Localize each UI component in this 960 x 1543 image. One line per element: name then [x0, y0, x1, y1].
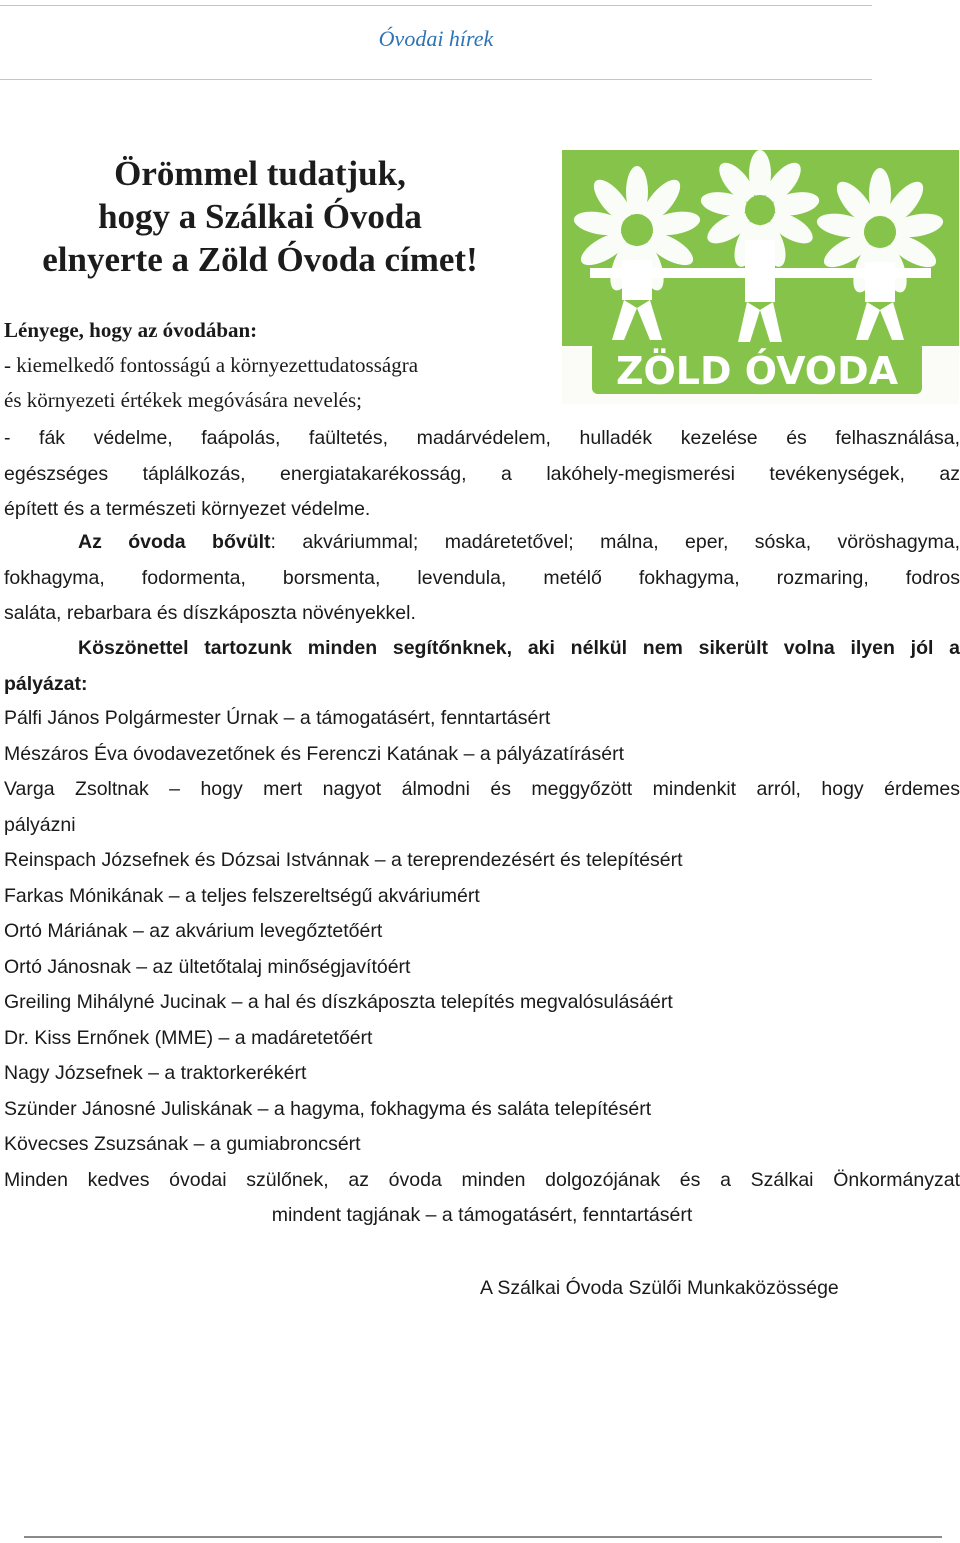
thanks-item: Ortó Jánosnak – az ültetőtalaj minőségjavítóért — [4, 955, 411, 978]
thanks-item: Reinspach Józsefnek és Dózsai Istvánnak – a tereprendezésért és telepítésért — [4, 849, 683, 871]
thanks-item: Kövecses Zsuzsának – a gumiabroncsért — [4, 1133, 361, 1155]
title-line-2: hogy a Szálkai Óvoda — [98, 197, 422, 236]
intro-paragraph — [4, 421, 960, 528]
title-line-3: elnyerte a Zöld Óvoda címet! — [42, 240, 478, 279]
thanks-item: Minden kedves óvodai szülőnek, az óvoda minden dolgozójának és a Szálkai Önkormányzat — [4, 1168, 960, 1191]
thanks-item: Mészáros Éva óvodavezetőnek és Ferenczi Katának – a pályázatírásért — [4, 742, 624, 765]
expansion-line-1 — [4, 525, 960, 561]
announcement-title — [16, 152, 504, 281]
thanks-item: Farkas Mónikának – a teljes felszereltségű akváriumért — [4, 884, 480, 907]
thanks-item: pályázni — [4, 813, 76, 836]
expansion-line-3: saláta, rebarbara és díszkáposzta növényekkel. — [4, 602, 416, 624]
thanks-intro-line-2: pályázat: — [4, 672, 88, 695]
thanks-item: Nagy Józsefnek – a traktorkerékért — [4, 1062, 307, 1084]
thanks-item: Varga Zsoltnak – hogy mert nagyot álmodni és meggyőzött mindenkit arról, hogy érdemes — [4, 778, 960, 800]
intro-line-5: épített és a természeti környezet védelme. — [4, 498, 371, 520]
bottom-rule — [24, 1536, 942, 1538]
header-rule — [0, 79, 872, 80]
intro-line-3: - fák védelme, faápolás, faültetés, madárvédelem, hulladék kezelése és felhasználása, — [4, 427, 960, 449]
intro-heading: Lényege, hogy az óvodában: — [4, 318, 258, 342]
green-kindergarten-logo-icon — [562, 150, 959, 404]
thanks-item: Pálfi János Polgármester Úrnak – a támogatásért, fenntartásért — [4, 707, 551, 729]
intro-line-1: - kiemelkedő fontosságú a környezettudatosságra — [4, 353, 419, 377]
thanks-item: mindent tagjának – a támogatásért, fenntartásért — [271, 1204, 693, 1226]
thanks-item: Greiling Mihályné Jucinak – a hal és díszkáposzta telepítés megvalósulásáért — [4, 991, 673, 1013]
page-header: Óvodai hírek — [378, 26, 494, 51]
intro-line-4: egészséges táplálkozás, energiatakarékosság, a lakóhely-megismerési tevékenységek, az — [4, 462, 960, 485]
thanks-intro — [4, 631, 960, 702]
expansion-paragraph — [4, 525, 960, 632]
top-rule — [0, 5, 872, 6]
title-line-1: Örömmel tudatjuk, — [114, 154, 406, 193]
signature: A Szálkai Óvoda Szülői Munkaközössége — [480, 1277, 839, 1299]
expansion-lead: Az óvoda bővült — [78, 531, 271, 553]
thanks-list — [4, 701, 960, 1234]
expansion-line-2: fokhagyma, fodormenta, borsmenta, levendula, metélő fokhagyma, rozmaring, fodros — [4, 566, 960, 589]
intro-line-2: és környezeti értékek megóvására nevelés; — [4, 388, 362, 412]
expansion-line-1-rest: : akváriummal; madáretetővel; málna, eper, sóska, vöröshagyma, — [270, 531, 960, 553]
thanks-intro-line-1: Köszönettel tartozunk minden segítőnknek, aki nélkül nem sikerült volna ilyen jól a — [78, 637, 960, 659]
thanks-item: Dr. Kiss Ernőnek (MME) – a madáretetőért — [4, 1026, 373, 1049]
logo-lettering: ZÖLD ÓVODA — [615, 349, 899, 393]
thanks-item: Ortó Máriának – az akvárium levegőztetőért — [4, 920, 383, 942]
thanks-item: Szünder Jánosné Juliskának – a hagyma, fokhagyma és saláta telepítésért — [4, 1097, 652, 1120]
